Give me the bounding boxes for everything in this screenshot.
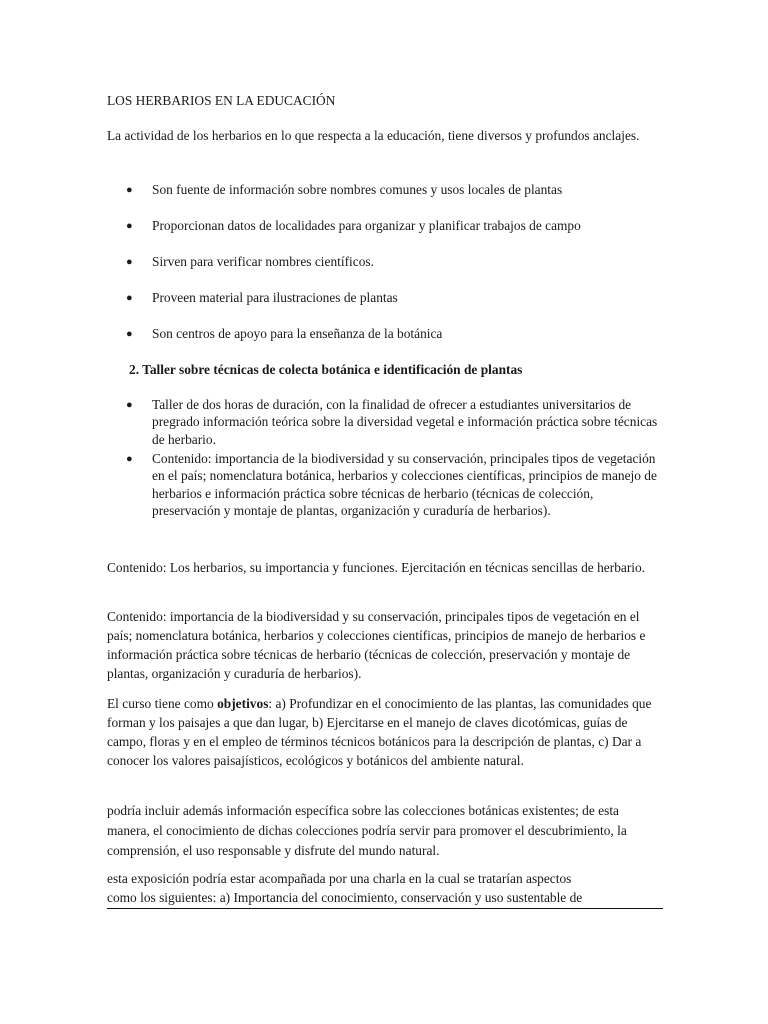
objetivos-prefix: El curso tiene como [107, 696, 218, 711]
list-item-text: Son fuente de información sobre nombres comunes y usos locales de plantas [152, 182, 563, 197]
list-item-text: Proporcionan datos de localidades para organizar y planificar trabajos de campo [152, 218, 581, 233]
exposicion-line: esta exposición podría estar acompañada por una charla en la cual se tratarían aspectos [107, 871, 572, 886]
exposicion-line: como los siguientes: a) Importancia del conocimiento, conservación y uso sustentable de [107, 890, 583, 905]
list-item-text: Contenido: importancia de la biodiversidad y su conservación, principales tipos de vegetación en el país; nomenclatura botánica, herbarios y colecciones científicas, principios de manejo de herbarios e información práctica sobre técnicas de herbario (técnicas de colección, preservación y montaje de plantas, organización y curaduría de herbarios). [152, 451, 657, 519]
list-item-text: Sirven para verificar nombres científicos. [152, 254, 374, 269]
bullet-icon: ● [126, 292, 133, 304]
contenido-paragraph: Contenido: importancia de la biodiversidad y su conservación, principales tipos de vegetación en el país; nomenclatura botánica, herbarios y colecciones científicas, principios de manejo de herbarios e información práctica sobre técnicas de herbario (técnicas de colección, preservación y montaje de plantas, organización y curaduría de herbarios). [107, 609, 646, 681]
objetivos-text: : a) Profundizar en el conocimiento de las plantas, las comunidades que forman y los paisajes a que dan lugar, b) Ejercitarse en el manejo de claves dicotómicas, guías de campo, floras y en el empleo de términos técnicos botánicos para la descripción de plantas, c) Dar a conocer los valores paisajísticos, ecológicos y botánicos del ambiente natural. [107, 696, 652, 768]
podria-paragraph: podría incluir además información específica sobre las colecciones botánicas existentes; de esta manera, el conocimiento de dichas colecciones podría servir para promover el descubrimiento, la comprensión, el uso responsable y disfrute del mundo natural. [107, 803, 627, 858]
bullet-icon: ● [126, 220, 133, 232]
document-title: LOS HERBARIOS EN LA EDUCACIÓN [107, 93, 336, 108]
list-item-text: Taller de dos horas de duración, con la finalidad de ofrecer a estudiantes universitarios de pregrado información teórica sobre la diversidad vegetal e información práctica sobre técnicas de herbario. [152, 397, 658, 447]
list-item-text: Son centros de apoyo para la enseñanza de la botánica [152, 326, 443, 341]
divider [107, 908, 663, 909]
bullet-icon: ● [126, 453, 133, 465]
bullet-icon: ● [126, 256, 133, 268]
bullet-icon: ● [126, 328, 133, 340]
section-heading: 2. Taller sobre técnicas de colecta botánica e identificación de plantas [129, 362, 523, 377]
bullet-icon: ● [126, 184, 133, 196]
list-item-text: Proveen material para ilustraciones de plantas [152, 290, 398, 305]
contenido-paragraph: Contenido: Los herbarios, su importancia y funciones. Ejercitación en técnicas sencillas de herbario. [107, 560, 646, 575]
objetivos-bold: objetivos [217, 696, 269, 711]
intro-paragraph: La actividad de los herbarios en lo que respecta a la educación, tiene diversos y profundos anclajes. [107, 128, 640, 143]
bullet-icon: ● [126, 399, 133, 411]
exposicion-paragraph [107, 869, 663, 907]
objetivos-paragraph [107, 694, 663, 770]
